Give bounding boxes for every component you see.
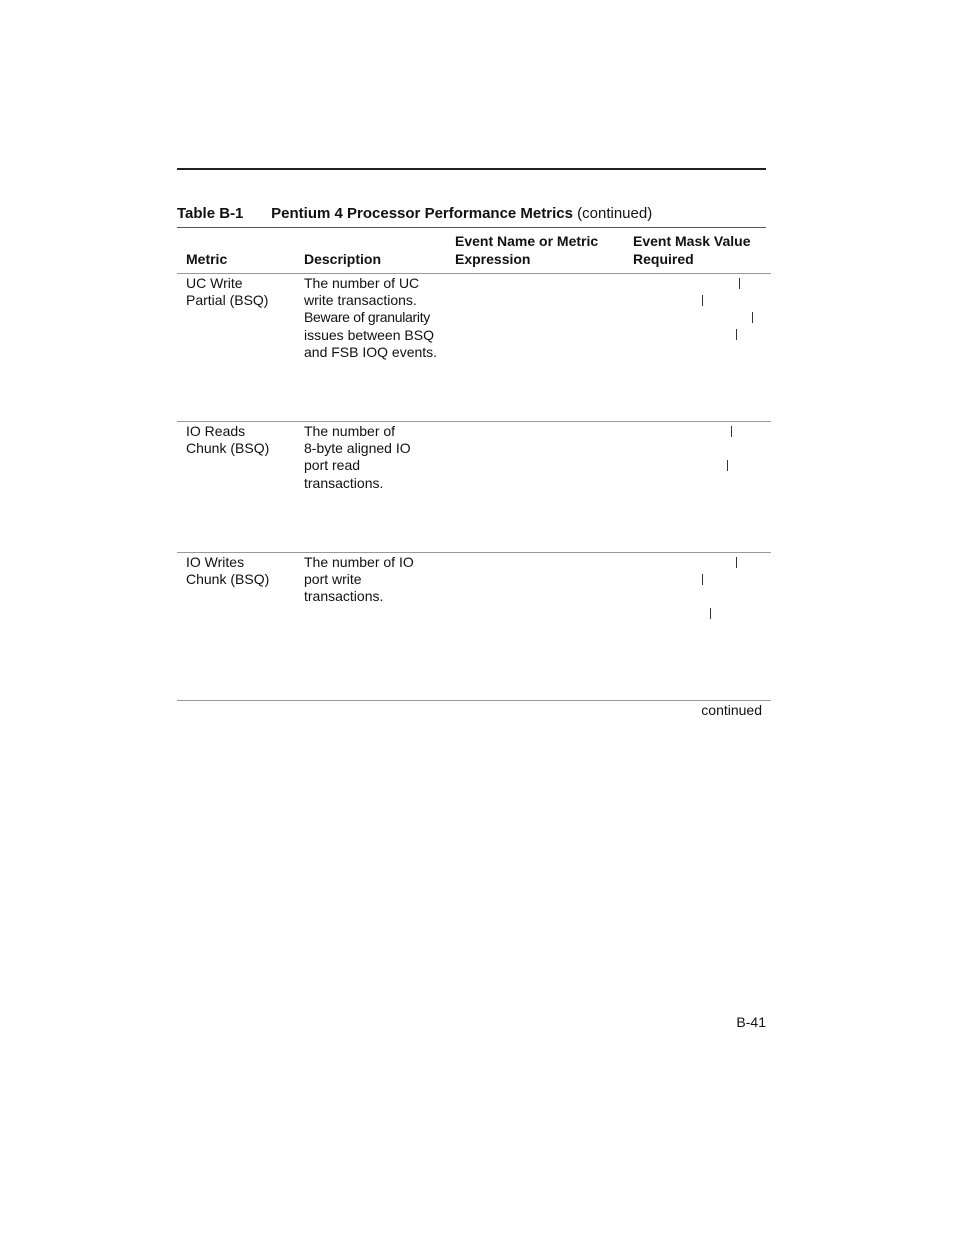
description-line: issues between BSQ [304, 326, 434, 343]
row-metric [186, 275, 296, 309]
metric-line: IO Reads [186, 423, 246, 439]
bitmask-separator-mark [727, 460, 728, 471]
row-metric [186, 554, 296, 588]
row-rule [177, 552, 771, 553]
row-description [304, 275, 444, 361]
metric-line: Chunk (BSQ) [186, 571, 270, 588]
table-bottom-rule [177, 700, 771, 701]
header-event-line2: Expression [455, 251, 531, 267]
page-number: B-41 [736, 1014, 766, 1030]
row-metric [186, 423, 296, 457]
description-line: Beware of granularity [304, 309, 430, 326]
metric-line: IO Writes [186, 554, 245, 570]
table-title: Pentium 4 Processor Performance Metrics [271, 205, 573, 222]
description-line: write transactions. [304, 292, 417, 309]
bitmask-separator-mark [752, 312, 753, 323]
description-line: 8-byte aligned IO [304, 440, 411, 457]
header-event-line1: Event Name or Metric [455, 233, 599, 249]
bitmask-separator-mark [731, 426, 732, 437]
table-caption [177, 205, 652, 222]
header-rule [177, 273, 771, 274]
row-description [304, 423, 444, 492]
table-row [177, 423, 771, 552]
bitmask-separator-mark [702, 295, 703, 306]
table-row [177, 554, 771, 700]
table-header [177, 232, 771, 272]
header-mask-line1: Event Mask Value [633, 233, 751, 249]
description-line: transactions. [304, 474, 384, 491]
header-event-mask [633, 232, 751, 268]
description-line: The number of [304, 423, 396, 439]
header-metric: Metric [186, 251, 228, 267]
description-line: and FSB IOQ events. [304, 343, 438, 360]
bitmask-separator-mark [710, 608, 711, 619]
top-rule [177, 168, 766, 170]
description-line: The number of UC [304, 275, 420, 291]
caption-rule [177, 227, 766, 228]
metric-line: Partial (BSQ) [186, 292, 269, 309]
header-description: Description [304, 251, 382, 267]
bitmask-separator-mark [739, 278, 740, 289]
row-rule [177, 421, 771, 422]
description-line: port read [304, 457, 361, 474]
table-row [177, 275, 771, 421]
header-event-name [455, 232, 598, 268]
continued-note: continued [701, 702, 762, 718]
bitmask-separator-mark [702, 574, 703, 585]
description-line: port write [304, 571, 362, 588]
metric-line: UC Write [186, 275, 243, 291]
header-mask-line2: Required [633, 251, 694, 267]
table-caption-suffix: (continued) [577, 205, 653, 222]
description-line: transactions. [304, 588, 384, 605]
row-description [304, 554, 444, 606]
bitmask-separator-mark [736, 329, 737, 340]
table-label: Table B-1 [177, 205, 244, 222]
bitmask-separator-mark [736, 557, 737, 568]
metric-line: Chunk (BSQ) [186, 440, 270, 457]
description-line: The number of IO [304, 554, 414, 570]
